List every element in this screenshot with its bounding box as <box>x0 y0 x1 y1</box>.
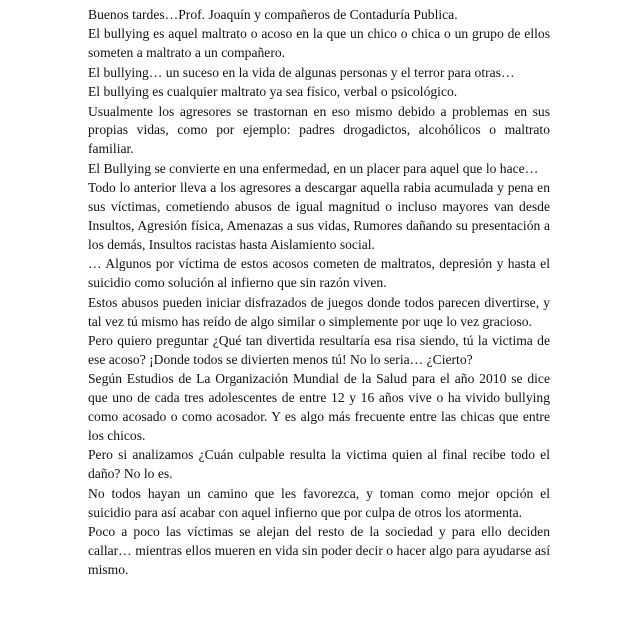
paragraph-culpable: Pero si analizamos ¿Cuán culpable resulta la victima quien al final recibe todo el daño? No lo es. <box>88 447 550 482</box>
paragraph-greeting: Buenos tardes…Prof. Joaquín y compañeros de Contaduría Publica. <box>88 7 458 22</box>
paragraph-enfermedad: El Bullying se convierte en una enfermedad, en un placer para aquel que lo hace… <box>88 160 539 176</box>
paragraph-rabia: Todo lo anterior lleva a los agresores a descargar aquella rabia acumulada y pena en sus víctimas, cometiendo abusos de igual magnitud o incluso mayores van desde Insultos, Agresión física, Amenazas a sus vidas, Rumores dañando su presentación a los demás, Insultos racistas hasta Aislamiento social. <box>88 180 550 252</box>
paragraph-estudios: Según Estudios de La Organización Mundial de la Salud para el año 2010 se dice que uno de cada tres adolescentes de entre 12 y 16 años vive o ha vivido bullying como acosado o como acosador. Y es algo más frecuente entre las chicas que entre los chicos. <box>88 371 550 443</box>
paragraph-agresores: Usualmente los agresores se trastornan en eso mismo debido a problemas en sus propias vidas, como por ejemplo: padres drogadictos, alcohólicos o maltrato familiar. <box>88 103 550 157</box>
paragraph-maltrato-tipos: El bullying es cualquier maltrato ya sea físico, verbal o psicológico. <box>88 84 458 100</box>
paragraph-aislamiento: Poco a poco las víctimas se alejan del resto de la sociedad y para ello deciden callar… mientras ellos mueren en vida sin poder decir o hacer algo para ayudarse así mismo. <box>88 523 550 577</box>
paragraph-suceso: El bullying… un suceso en la vida de algunas personas y el terror para otras… <box>88 64 515 80</box>
paragraph-definition: El bullying es aquel maltrato o acoso en la que un chico o chica o un grupo de ellos someten a maltrato a un compañero. <box>88 26 550 61</box>
paragraph-victimas: … Algunos por víctima de estos acosos cometen de maltratos, depresión y hasta el suicidio como solución al infierno que sin razón viven. <box>88 256 550 291</box>
document-page <box>88 6 550 580</box>
paragraph-suicidio: No todos hayan un camino que les favorezca, y toman como mejor opción el suicidio para así acabar con aquel infierno que por culpa de otros los atormenta. <box>88 485 550 520</box>
paragraph-juegos: Estos abusos pueden iniciar disfrazados de juegos donde todos parecen divertirse, y tal vez tú mismo has reído de algo similar o simplemente por uqe lo vez gracioso. <box>88 294 550 329</box>
paragraph-pregunta: Pero quiero preguntar ¿Qué tan divertida resultaría esa risa siendo, tú la victima de ese acoso? ¡Donde todos se divierten menos tú! No lo seria… ¿Cierto? <box>88 332 550 367</box>
